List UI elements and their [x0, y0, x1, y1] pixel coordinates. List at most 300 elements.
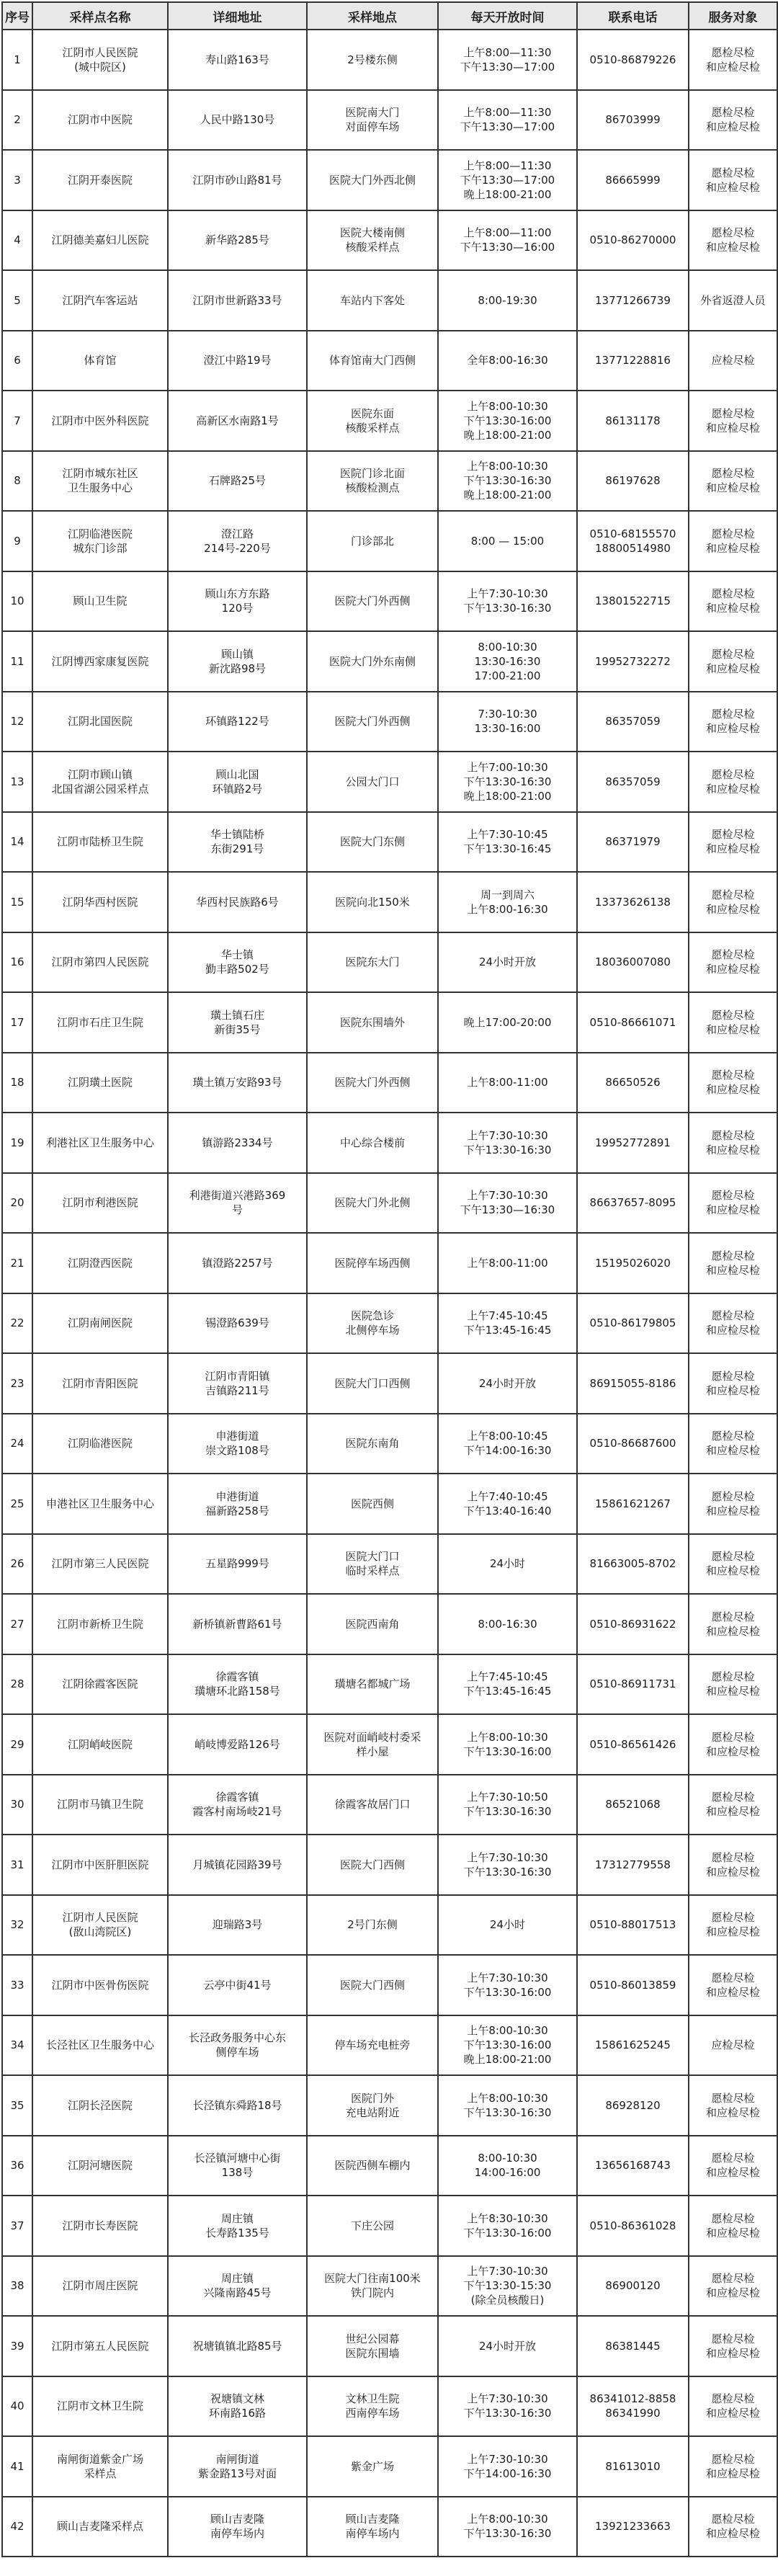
cell-sampling-location: 医院大门西侧	[307, 1835, 438, 1895]
cell-sampling-location: 医院东南角	[307, 1414, 438, 1474]
cell-phone: 86357059	[577, 752, 689, 812]
table-row	[2, 1113, 777, 1173]
cell-address: 璜土镇石庄 新街35号	[168, 992, 307, 1053]
cell-sampling-location: 紫金广场	[307, 2436, 438, 2497]
cell-index: 22	[2, 1293, 32, 1354]
cell-address: 璜土镇万安路93号	[168, 1053, 307, 1113]
cell-site-name: 江阴开泰医院	[32, 150, 168, 210]
cell-opening-hours: 上午7:00-10:30 下午13:30-16:30 晚上18:00-21:00	[438, 752, 577, 812]
table-row	[2, 872, 777, 932]
cell-phone: 0510-86879226	[577, 30, 689, 90]
cell-service-target: 愿检尽检 和应检尽检	[689, 391, 777, 451]
cell-address: 南闸街道 紫金路13号对面	[168, 2436, 307, 2497]
cell-opening-hours: 24小时开放	[438, 1353, 577, 1414]
cell-site-name: 江阴市中医骨伤医院	[32, 1955, 168, 2015]
cell-sampling-location: 医院停车场西侧	[307, 1233, 438, 1293]
cell-address: 申港街道 福新路258号	[168, 1474, 307, 1534]
cell-site-name: 江阴市新桥卫生院	[32, 1594, 168, 1654]
cell-service-target: 愿检尽检 和应检尽检	[689, 1654, 777, 1715]
cell-site-name: 江阴市利港医院	[32, 1173, 168, 1234]
table-row	[2, 90, 777, 151]
cell-address: 澄江中路19号	[168, 331, 307, 391]
cell-address: 镇游路2334号	[168, 1113, 307, 1173]
cell-sampling-location: 医院门诊北面 核酸检测点	[307, 451, 438, 512]
table-row	[2, 2075, 777, 2136]
cell-phone: 17312779558	[577, 1835, 689, 1895]
cell-phone: 0510-86931622	[577, 1594, 689, 1654]
cell-service-target: 愿检尽检 和应检尽检	[689, 1173, 777, 1234]
cell-address: 顾山吉麦隆 南停车场内	[168, 2497, 307, 2557]
cell-index: 2	[2, 90, 32, 151]
cell-service-target: 愿检尽检 和应检尽检	[689, 90, 777, 151]
cell-index: 30	[2, 1775, 32, 1835]
cell-sampling-location: 医院东大门	[307, 932, 438, 993]
cell-site-name: 江阴市人民医院 (敔山湾院区)	[32, 1895, 168, 1956]
cell-phone: 86900120	[577, 2256, 689, 2317]
cell-site-name: 江阴璜土医院	[32, 1053, 168, 1113]
cell-service-target: 愿检尽检 和应检尽检	[689, 1414, 777, 1474]
cell-address: 锡澄路639号	[168, 1293, 307, 1354]
cell-index: 1	[2, 30, 32, 90]
table-body	[2, 30, 777, 2557]
cell-site-name: 江阴华西村医院	[32, 872, 168, 932]
header-service-target: 服务对象	[689, 2, 777, 30]
cell-sampling-location: 2号楼东侧	[307, 30, 438, 90]
cell-service-target: 愿检尽检 和应检尽检	[689, 1474, 777, 1534]
cell-phone: 0510-86661071	[577, 992, 689, 1053]
cell-phone: 0510-86361028	[577, 2196, 689, 2256]
cell-sampling-location: 医院大门东侧	[307, 812, 438, 873]
cell-site-name: 江阴徐霞客医院	[32, 1654, 168, 1715]
cell-index: 35	[2, 2075, 32, 2136]
cell-index: 40	[2, 2376, 32, 2437]
cell-phone: 86928120	[577, 2075, 689, 2136]
table-row	[2, 2436, 777, 2497]
cell-address: 镇澄路2257号	[168, 1233, 307, 1293]
cell-address: 长泾镇河塘中心街 138号	[168, 2136, 307, 2196]
cell-opening-hours: 上午8:00—11:00 下午13:30—16:00	[438, 210, 577, 271]
cell-phone: 18036007080	[577, 932, 689, 993]
table-row	[2, 1053, 777, 1113]
cell-address: 徐霞客镇 璜塘环北路158号	[168, 1654, 307, 1715]
cell-phone: 86371979	[577, 812, 689, 873]
cell-service-target: 愿检尽检 和应检尽检	[689, 2316, 777, 2376]
cell-index: 23	[2, 1353, 32, 1414]
cell-site-name: 江阴市马镇卫生院	[32, 1775, 168, 1835]
cell-opening-hours: 上午7:30-10:30 下午13:30-15:30 (除全员核酸日)	[438, 2256, 577, 2317]
cell-site-name: 江阴长泾医院	[32, 2075, 168, 2136]
cell-index: 34	[2, 2015, 32, 2076]
cell-address: 祝塘镇文林 环南路16路	[168, 2376, 307, 2437]
cell-site-name: 江阴市第四人民医院	[32, 932, 168, 993]
cell-service-target: 愿检尽检 和应检尽检	[689, 30, 777, 90]
cell-index: 16	[2, 932, 32, 993]
cell-index: 32	[2, 1895, 32, 1956]
cell-site-name: 江阴市中医外科医院	[32, 391, 168, 451]
cell-index: 6	[2, 331, 32, 391]
cell-service-target: 愿检尽检 和应检尽检	[689, 1534, 777, 1595]
cell-sampling-location: 医院大门口 临时采样点	[307, 1534, 438, 1595]
cell-opening-hours: 24小时	[438, 1895, 577, 1956]
cell-address: 迎瑞路3号	[168, 1895, 307, 1956]
cell-opening-hours: 上午7:30-10:30 下午13:30-16:30	[438, 571, 577, 632]
cell-site-name: 江阴市城东社区 卫生服务中心	[32, 451, 168, 512]
cell-site-name: 江阴市中医肝胆医院	[32, 1835, 168, 1895]
cell-index: 19	[2, 1113, 32, 1173]
cell-phone: 81663005-8702	[577, 1534, 689, 1595]
cell-address: 华士镇 勤丰路502号	[168, 932, 307, 993]
cell-phone: 15861625245	[577, 2015, 689, 2076]
table-row	[2, 1293, 777, 1354]
cell-address: 江阴市世新路33号	[168, 270, 307, 331]
table-row	[2, 1775, 777, 1835]
cell-opening-hours: 上午7:30-10:30 下午13:30-16:30	[438, 1113, 577, 1173]
cell-sampling-location: 医院大门外西北侧	[307, 150, 438, 210]
table-row	[2, 1835, 777, 1895]
cell-index: 4	[2, 210, 32, 271]
cell-opening-hours: 24小时	[438, 1534, 577, 1595]
cell-site-name: 南闸街道紫金广场 采样点	[32, 2436, 168, 2497]
cell-index: 28	[2, 1654, 32, 1715]
cell-site-name: 江阴市长寿医院	[32, 2196, 168, 2256]
table-row	[2, 331, 777, 391]
cell-site-name: 江阴市周庄医院	[32, 2256, 168, 2317]
cell-sampling-location: 医院门外 充电站附近	[307, 2075, 438, 2136]
cell-site-name: 江阴市人民医院 (城中院区)	[32, 30, 168, 90]
cell-phone: 13373626138	[577, 872, 689, 932]
table-row	[2, 2316, 777, 2376]
cell-phone: 86521068	[577, 1775, 689, 1835]
cell-phone: 0510-68155570 18800514980	[577, 511, 689, 571]
cell-opening-hours: 周一到周六 上午8:00-16:30	[438, 872, 577, 932]
cell-index: 15	[2, 872, 32, 932]
cell-index: 24	[2, 1414, 32, 1474]
cell-index: 29	[2, 1714, 32, 1775]
cell-service-target: 外省返澄人员	[689, 270, 777, 331]
cell-sampling-location: 医院南大门 对面停车场	[307, 90, 438, 151]
cell-phone: 15195026020	[577, 1233, 689, 1293]
cell-opening-hours: 上午8:00-10:30 下午13:30-16:30 晚上18:00-21:00	[438, 451, 577, 512]
cell-service-target: 愿检尽检 和应检尽检	[689, 1714, 777, 1775]
cell-opening-hours: 上午8:00-10:30 下午13:30-16:00	[438, 1714, 577, 1775]
cell-site-name: 江阴市文林卫生院	[32, 2376, 168, 2437]
cell-site-name: 江阴北国医院	[32, 692, 168, 752]
cell-index: 25	[2, 1474, 32, 1534]
cell-opening-hours: 上午7:30-10:30 下午13:30-16:30	[438, 1835, 577, 1895]
cell-index: 12	[2, 692, 32, 752]
cell-address: 利港街道兴港路369 号	[168, 1173, 307, 1234]
cell-index: 37	[2, 2196, 32, 2256]
cell-service-target: 愿检尽检 和应检尽检	[689, 1955, 777, 2015]
cell-opening-hours: 上午8:00-10:30 下午13:30-16:30	[438, 2075, 577, 2136]
cell-sampling-location: 门诊部北	[307, 511, 438, 571]
cell-service-target: 愿检尽检 和应检尽检	[689, 210, 777, 271]
table-row	[2, 1233, 777, 1293]
cell-opening-hours: 上午8:00—11:30 下午13:30—17:00	[438, 30, 577, 90]
cell-phone: 0510-86013859	[577, 1955, 689, 2015]
cell-opening-hours: 上午7:30-10:30 下午14:00-16:30	[438, 2436, 577, 2497]
cell-address: 周庄镇 兴隆南路45号	[168, 2256, 307, 2317]
table-row	[2, 752, 777, 812]
cell-service-target: 愿检尽检 和应检尽检	[689, 2196, 777, 2256]
cell-site-name: 江阴南闸医院	[32, 1293, 168, 1354]
cell-opening-hours: 24小时开放	[438, 2316, 577, 2376]
header-phone: 联系电话	[577, 2, 689, 30]
table-row	[2, 1414, 777, 1474]
cell-address: 长泾政务服务中心东 侧停车场	[168, 2015, 307, 2076]
header-sampling-location: 采样地点	[307, 2, 438, 30]
cell-phone: 0510-86687600	[577, 1414, 689, 1474]
cell-phone: 13771228816	[577, 331, 689, 391]
cell-service-target: 愿检尽检 和应检尽检	[689, 752, 777, 812]
cell-phone: 19952772891	[577, 1113, 689, 1173]
cell-sampling-location: 医院西南角	[307, 1594, 438, 1654]
cell-index: 3	[2, 150, 32, 210]
cell-service-target: 愿检尽检 和应检尽检	[689, 2136, 777, 2196]
cell-sampling-location: 中心综合楼前	[307, 1113, 438, 1173]
cell-sampling-location: 2号门东侧	[307, 1895, 438, 1956]
table-row	[2, 571, 777, 632]
cell-opening-hours: 上午7:30-10:45 下午13:30-16:45	[438, 812, 577, 873]
cell-address: 周庄镇 长寿路135号	[168, 2196, 307, 2256]
table-row	[2, 511, 777, 571]
cell-service-target: 应检尽检	[689, 331, 777, 391]
cell-sampling-location: 璜塘名都城广场	[307, 1654, 438, 1715]
cell-service-target: 愿检尽检 和应检尽检	[689, 1293, 777, 1354]
cell-sampling-location: 医院东面 核酸采样点	[307, 391, 438, 451]
cell-service-target: 愿检尽检 和应检尽检	[689, 511, 777, 571]
table-row	[2, 1173, 777, 1234]
cell-phone: 86197628	[577, 451, 689, 512]
table-header-row	[2, 2, 777, 30]
cell-address: 华士镇陆桥 东街291号	[168, 812, 307, 873]
cell-sampling-location: 停车场充电桩旁	[307, 2015, 438, 2076]
cell-index: 31	[2, 1835, 32, 1895]
cell-opening-hours: 8:00 — 15:00	[438, 511, 577, 571]
cell-phone: 86915055-8186	[577, 1353, 689, 1414]
cell-sampling-location: 体育馆南大门西侧	[307, 331, 438, 391]
table-row	[2, 2015, 777, 2076]
cell-sampling-location: 医院大门外东南侧	[307, 631, 438, 692]
cell-opening-hours: 上午7:40-10:45 下午13:40-16:40	[438, 1474, 577, 1534]
cell-address: 新华路285号	[168, 210, 307, 271]
cell-address: 江阴市砂山路81号	[168, 150, 307, 210]
table-row	[2, 992, 777, 1053]
cell-service-target: 愿检尽检 和应检尽检	[689, 1053, 777, 1113]
cell-address: 新桥镇新曹路61号	[168, 1594, 307, 1654]
cell-service-target: 愿检尽检 和应检尽检	[689, 1233, 777, 1293]
table-row	[2, 631, 777, 692]
cell-opening-hours: 上午8:00-11:00	[438, 1233, 577, 1293]
cell-phone: 86131178	[577, 391, 689, 451]
cell-index: 42	[2, 2497, 32, 2557]
cell-opening-hours: 上午7:45-10:45 下午13:45-16:45	[438, 1293, 577, 1354]
cell-phone: 13801522715	[577, 571, 689, 632]
cell-opening-hours: 全年8:00-16:30	[438, 331, 577, 391]
table-row	[2, 1534, 777, 1595]
cell-service-target: 愿检尽检 和应检尽检	[689, 451, 777, 512]
cell-site-name: 江阴汽车客运站	[32, 270, 168, 331]
cell-service-target: 愿检尽检 和应检尽检	[689, 1835, 777, 1895]
cell-index: 26	[2, 1534, 32, 1595]
cell-sampling-location: 公园大门口	[307, 752, 438, 812]
cell-site-name: 长泾社区卫生服务中心	[32, 2015, 168, 2076]
cell-index: 41	[2, 2436, 32, 2497]
cell-site-name: 江阴市顾山镇 北国省湖公园采样点	[32, 752, 168, 812]
cell-address: 环镇路122号	[168, 692, 307, 752]
cell-service-target: 愿检尽检 和应检尽检	[689, 2436, 777, 2497]
cell-index: 18	[2, 1053, 32, 1113]
header-opening-hours: 每天开放时间	[438, 2, 577, 30]
table-row	[2, 210, 777, 271]
table-row	[2, 150, 777, 210]
cell-site-name: 江阴市中医院	[32, 90, 168, 151]
cell-opening-hours: 上午8:00-11:00	[438, 1053, 577, 1113]
cell-address: 人民中路130号	[168, 90, 307, 151]
cell-service-target: 愿检尽检 和应检尽检	[689, 631, 777, 692]
cell-index: 10	[2, 571, 32, 632]
cell-index: 20	[2, 1173, 32, 1234]
table-row	[2, 451, 777, 512]
table-row	[2, 1353, 777, 1414]
cell-phone: 0510-86911731	[577, 1654, 689, 1715]
table-row	[2, 30, 777, 90]
cell-opening-hours: 上午7:30-10:30 下午13:30-16:00	[438, 1955, 577, 2015]
table-row	[2, 2256, 777, 2317]
cell-service-target: 愿检尽检 和应检尽检	[689, 812, 777, 873]
cell-service-target: 愿检尽检 和应检尽检	[689, 1895, 777, 1956]
cell-index: 33	[2, 1955, 32, 2015]
cell-opening-hours: 8:00-19:30	[438, 270, 577, 331]
cell-address: 顾山东方东路 120号	[168, 571, 307, 632]
table-row	[2, 932, 777, 993]
header-site-name: 采样点名称	[32, 2, 168, 30]
cell-sampling-location: 医院西侧车棚内	[307, 2136, 438, 2196]
cell-phone: 15861621267	[577, 1474, 689, 1534]
cell-address: 顾山北国 环镇路2号	[168, 752, 307, 812]
cell-index: 27	[2, 1594, 32, 1654]
cell-address: 澄江路 214号-220号	[168, 511, 307, 571]
cell-opening-hours: 上午8:00-10:30 下午13:30-16:00 晚上18:00-21:00	[438, 2015, 577, 2076]
cell-index: 17	[2, 992, 32, 1053]
cell-address: 江阴市青阳镇 吉镇路211号	[168, 1353, 307, 1414]
cell-index: 36	[2, 2136, 32, 2196]
cell-opening-hours: 上午7:30-10:50 下午13:30-16:30	[438, 1775, 577, 1835]
cell-phone: 19952732272	[577, 631, 689, 692]
cell-phone: 86381445	[577, 2316, 689, 2376]
cell-opening-hours: 8:00-10:30 14:00-16:00	[438, 2136, 577, 2196]
cell-service-target: 应检尽检	[689, 2015, 777, 2076]
cell-opening-hours: 上午8:30-10:30 下午13:30-16:00	[438, 2196, 577, 2256]
table-row	[2, 692, 777, 752]
table-row	[2, 2196, 777, 2256]
cell-service-target: 愿检尽检 和应检尽检	[689, 1113, 777, 1173]
cell-phone: 86357059	[577, 692, 689, 752]
cell-service-target: 愿检尽检 和应检尽检	[689, 2376, 777, 2437]
cell-sampling-location: 徐霞客故居门口	[307, 1775, 438, 1835]
cell-address: 华西村民族路6号	[168, 872, 307, 932]
cell-opening-hours: 上午7:30-10:30 下午13:30—16:30	[438, 1173, 577, 1234]
cell-site-name: 江阴市青阳医院	[32, 1353, 168, 1414]
cell-address: 寿山路163号	[168, 30, 307, 90]
table-row	[2, 391, 777, 451]
cell-address: 石牌路25号	[168, 451, 307, 512]
cell-service-target: 愿检尽检 和应检尽检	[689, 992, 777, 1053]
cell-opening-hours: 上午8:00-10:30 下午13:30-16:30	[438, 2497, 577, 2557]
cell-address: 峭岐博爱路126号	[168, 1714, 307, 1775]
cell-site-name: 江阴临港医院	[32, 1414, 168, 1474]
cell-site-name: 江阴河塘医院	[32, 2136, 168, 2196]
cell-sampling-location: 医院东围墙外	[307, 992, 438, 1053]
cell-sampling-location: 医院大门外西侧	[307, 692, 438, 752]
cell-address: 徐霞客镇 霞客村南场岐21号	[168, 1775, 307, 1835]
cell-service-target: 愿检尽检 和应检尽检	[689, 571, 777, 632]
cell-sampling-location: 文林卫生院 西南停车场	[307, 2376, 438, 2437]
cell-phone: 13771266739	[577, 270, 689, 331]
cell-opening-hours: 上午8:00—11:30 下午13:30—17:00	[438, 90, 577, 151]
cell-site-name: 利港社区卫生服务中心	[32, 1113, 168, 1173]
cell-index: 5	[2, 270, 32, 331]
cell-opening-hours: 8:00-10:30 13:30-16:30 17:00-21:00	[438, 631, 577, 692]
cell-site-name: 体育馆	[32, 331, 168, 391]
header-address: 详细地址	[168, 2, 307, 30]
cell-site-name: 江阴市陆桥卫生院	[32, 812, 168, 873]
cell-opening-hours: 上午8:00-10:45 下午14:00-16:30	[438, 1414, 577, 1474]
cell-service-target: 愿检尽检 和应检尽检	[689, 2497, 777, 2557]
cell-site-name: 顾山吉麦隆采样点	[32, 2497, 168, 2557]
cell-site-name: 江阴市第三人民医院	[32, 1534, 168, 1595]
cell-sampling-location: 顾山吉麦隆 南停车场内	[307, 2497, 438, 2557]
cell-opening-hours: 7:30-10:30 13:30-16:00	[438, 692, 577, 752]
table-row	[2, 2376, 777, 2437]
table-row	[2, 2136, 777, 2196]
cell-phone: 0510-86270000	[577, 210, 689, 271]
cell-sampling-location: 医院大门外西侧	[307, 571, 438, 632]
cell-site-name: 江阴临港医院 城东门诊部	[32, 511, 168, 571]
cell-index: 7	[2, 391, 32, 451]
cell-index: 21	[2, 1233, 32, 1293]
cell-address: 高新区水南路1号	[168, 391, 307, 451]
table-row	[2, 1654, 777, 1715]
cell-address: 月城镇花园路39号	[168, 1835, 307, 1895]
cell-service-target: 愿检尽检 和应检尽检	[689, 692, 777, 752]
cell-service-target: 愿检尽检 和应检尽检	[689, 1594, 777, 1654]
cell-phone: 13656168743	[577, 2136, 689, 2196]
cell-phone: 0510-86561426	[577, 1714, 689, 1775]
table-row	[2, 1895, 777, 1956]
cell-opening-hours: 上午7:30-10:30 下午13:30-16:30	[438, 2376, 577, 2437]
cell-sampling-location: 医院大门外西侧	[307, 1053, 438, 1113]
cell-address: 长泾镇东舜路18号	[168, 2075, 307, 2136]
cell-service-target: 愿检尽检 和应检尽检	[689, 2256, 777, 2317]
cell-sampling-location: 医院大门西侧	[307, 1955, 438, 2015]
cell-phone: 86637657-8095	[577, 1173, 689, 1234]
cell-sampling-location: 医院大门口西侧	[307, 1353, 438, 1414]
table-row	[2, 1474, 777, 1534]
cell-phone: 86650526	[577, 1053, 689, 1113]
table-row	[2, 1955, 777, 2015]
cell-opening-hours: 上午8:00—11:30 下午13:30—17:00 晚上18:00-21:00	[438, 150, 577, 210]
table-row	[2, 2497, 777, 2557]
cell-sampling-location: 医院对面峭岐村委采 样小屋	[307, 1714, 438, 1775]
cell-opening-hours: 上午7:45-10:45 下午13:45-16:45	[438, 1654, 577, 1715]
table-row	[2, 270, 777, 331]
cell-site-name: 江阴澄西医院	[32, 1233, 168, 1293]
cell-phone: 86665999	[577, 150, 689, 210]
cell-service-target: 愿检尽检 和应检尽检	[689, 150, 777, 210]
sampling-sites-table	[1, 1, 778, 2557]
cell-site-name: 江阴市第五人民医院	[32, 2316, 168, 2376]
